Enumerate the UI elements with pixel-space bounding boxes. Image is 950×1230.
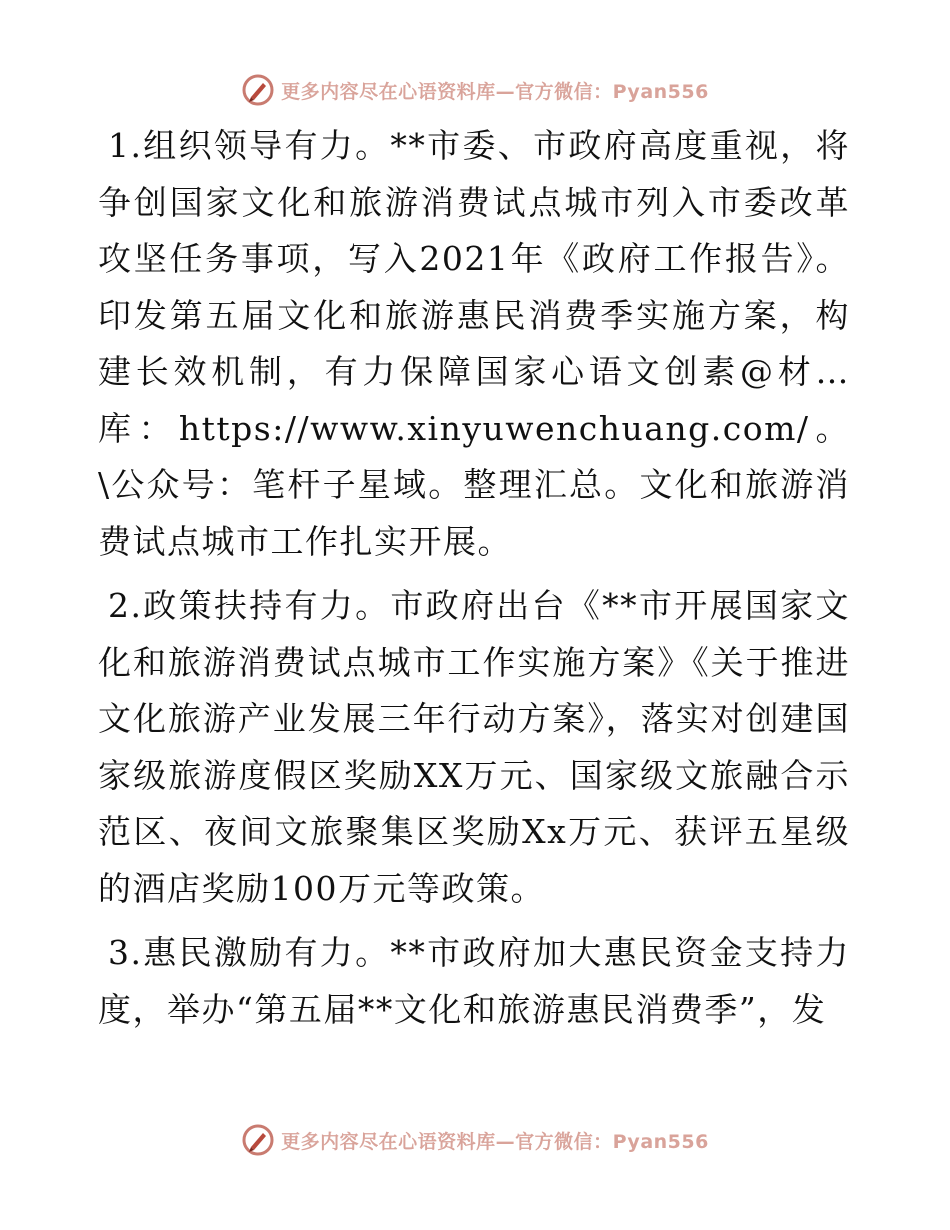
paragraph-3-text: 3.惠民激励有力。**市政府加大惠民资金支持力度，举办“第五届**文化和旅游惠民消费季”，发 bbox=[98, 933, 850, 1029]
paragraph-2 bbox=[98, 578, 850, 917]
pen-seal-icon bbox=[241, 73, 275, 107]
paragraph-1 bbox=[98, 118, 850, 570]
paragraph-1-text: 1.组织领导有力。**市委、市政府高度重视，将争创国家文化和旅游消费试点城市列入市委改革攻坚任务事项，写入2021年《政府工作报告》。印发第五届文化和旅游惠民消费季实施方案，构建长效机制，有力保障国家心语文创素@材…库：https://www.xinyuwenchuang.com/。\公众号：笔杆子星域。整理汇总。文化和旅游消费试点城市工作扎实开展。 bbox=[98, 126, 850, 561]
document-body bbox=[98, 118, 850, 1046]
paragraph-2-text: 2.政策扶持有力。市政府出台《**市开展国家文化和旅游消费试点城市工作实施方案》《关于推进文化旅游产业发展三年行动方案》，落实对创建国家级旅游度假区奖励XX万元、国家级文旅融合示范区、夜间文旅聚集区奖励Xx万元、获评五星级的酒店奖励100万元等政策。 bbox=[98, 586, 850, 908]
watermark-header bbox=[0, 70, 950, 110]
watermark-text: 更多内容尽在心语资料库—官方微信：Pyan556 bbox=[281, 1130, 709, 1153]
paragraph-3 bbox=[98, 925, 850, 1038]
watermark-footer bbox=[0, 1120, 950, 1160]
watermark-text: 更多内容尽在心语资料库—官方微信：Pyan556 bbox=[281, 80, 709, 103]
pen-seal-icon bbox=[241, 1123, 275, 1157]
